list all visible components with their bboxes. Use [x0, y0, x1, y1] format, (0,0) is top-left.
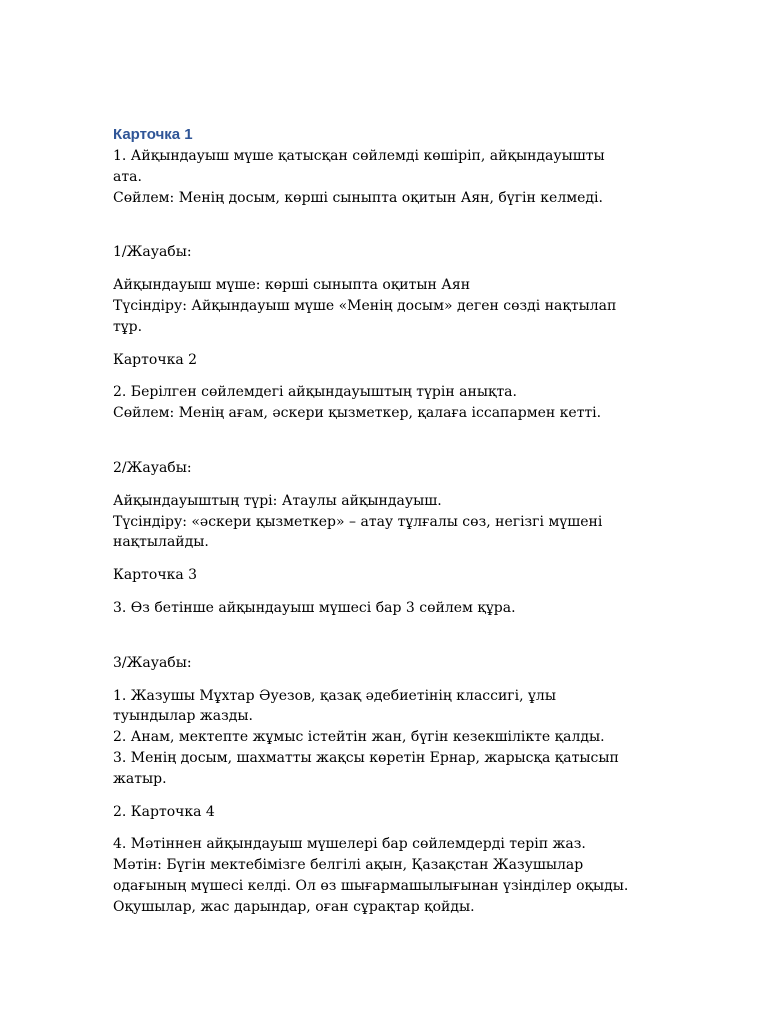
- card2-heading: Карточка 2: [113, 351, 198, 368]
- card1-heading: Карточка 1: [113, 126, 193, 143]
- card1-answer-line: Айқындауыш мүше: көрші сыныпта оқитын Аян: [113, 277, 471, 294]
- card2-answer-line: Түсіндіру: «әскери қызметкер» – атау тұлғалы сөз, негізгі мүшені: [113, 513, 603, 530]
- card1-sentence: Сөйлем: Менің досым, көрші сыныпта оқитын Аян, бүгін келмеді.: [113, 189, 603, 206]
- card1-task-line: ата.: [113, 168, 142, 185]
- card1-task-line: 1. Айқындауыш мүше қатысқан сөйлемді көшіріп, айқындауышты: [113, 148, 605, 164]
- card2-answer-line: Айқындауыштың түрі: Атаулы айқындауыш.: [113, 492, 442, 509]
- card4-text-line: Мәтін: Бүгін мектебімізге белгілі ақын, Қазақстан Жазушылар: [113, 857, 584, 874]
- card4-task: [113, 834, 673, 917]
- card3-answer-label: 3/Жауабы:: [113, 654, 192, 671]
- card3-answer-line: туындылар жазды.: [113, 708, 253, 725]
- card3-answer: [113, 686, 673, 790]
- card1-answer: [113, 275, 673, 337]
- card1-answer-line: Түсіндіру: Айқындауыш мүше «Менің досым» деген сөзді нақтылап: [113, 297, 617, 314]
- card3-task: [113, 598, 673, 619]
- card2-answer-line: нақтылайды.: [113, 534, 209, 551]
- card1-task: [113, 146, 673, 208]
- card3-answer-line: 2. Анам, мектепте жұмыс істейтін жан, бүгін кезекшілікте қалды.: [113, 729, 605, 746]
- card3-task-line: 3. Өз бетінше айқындауыш мүшесі бар 3 сөйлем құра.: [113, 599, 516, 616]
- card4-task-line: 4. Мәтіннен айқындауыш мүшелері бар сөйлемдерді теріп жаз.: [113, 836, 586, 853]
- card1-answer-label: 1/Жауабы:: [113, 244, 192, 261]
- card2-answer-label: 2/Жауабы:: [113, 459, 192, 476]
- document-page: [113, 124, 673, 918]
- card3-answer-line: 1. Жазушы Мұхтар Әуезов, қазақ әдебиетінің классигі, ұлы: [113, 687, 556, 704]
- card3-answer-line: 3. Менің досым, шахматты жақсы көретін Ернар, жарысқа қатысып: [113, 749, 619, 766]
- card4-text-line: одағының мүшесі келді. Ол өз шығармашылығынан үзінділер оқыды.: [113, 877, 629, 894]
- card4-heading: 2. Карточка 4: [113, 803, 215, 820]
- card2-task-line: 2. Берілген сөйлемдегі айқындауыштың түрін анықта.: [113, 384, 517, 401]
- card2-sentence: Сөйлем: Менің ағам, әскери қызметкер, қалаға іссапармен кетті.: [113, 405, 602, 422]
- card4-text-line: Оқушылар, жас дарындар, оған сұрақтар қойды.: [113, 898, 475, 915]
- card3-heading: Карточка 3: [113, 567, 198, 584]
- card1-answer-line: тұр.: [113, 318, 143, 335]
- card2-task: [113, 382, 673, 424]
- card2-answer: [113, 491, 673, 553]
- card3-answer-line: жатыр.: [113, 770, 167, 787]
